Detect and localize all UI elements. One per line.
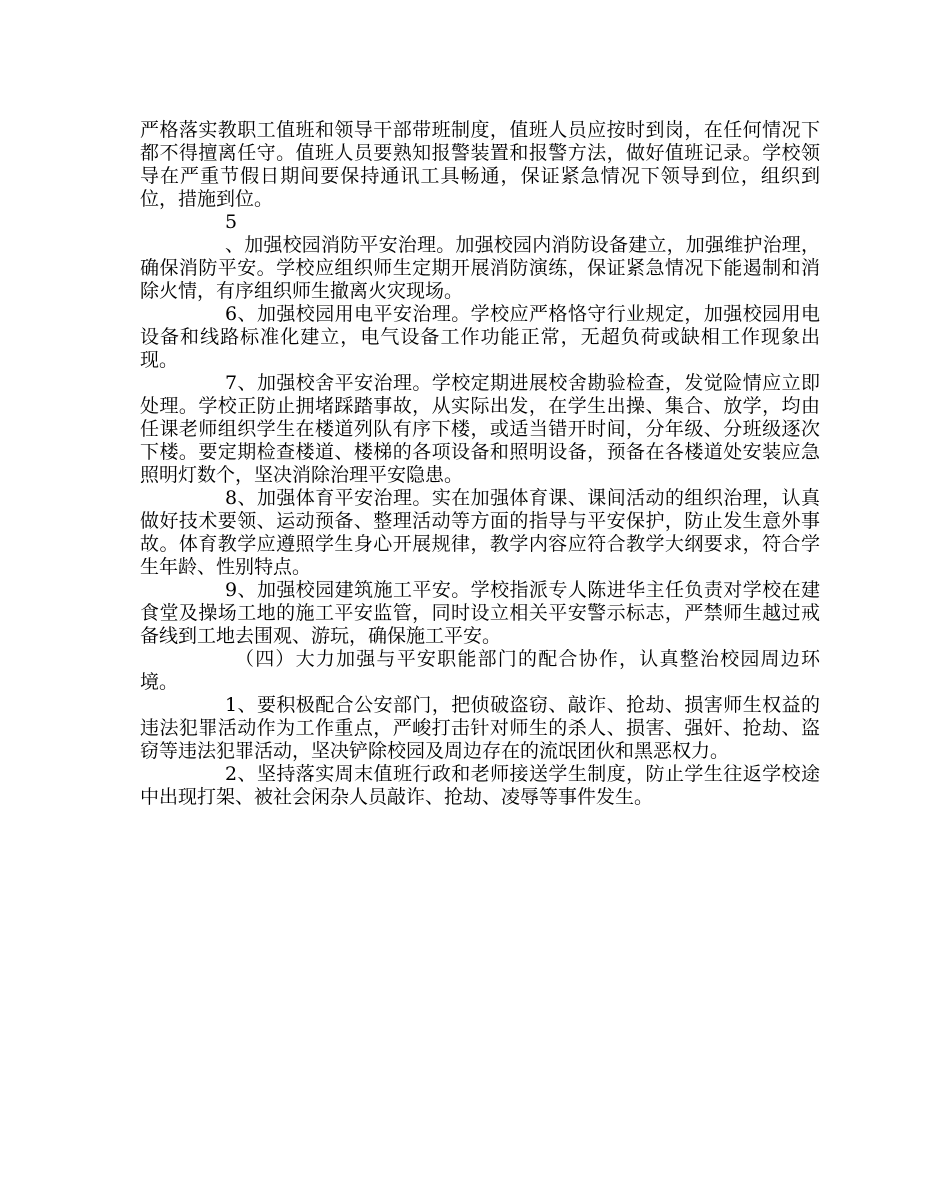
document-page — [140, 119, 820, 809]
paragraph-electric-safety: 6、加强校园用电平安治理。学校应严格恪守行业规定，加强校园用电设备和线路标准化建立，电气设备工作功能正常，无超负荷或缺相工作现象出现。 — [140, 303, 820, 371]
paragraph-police-cooperation: 1、要积极配合公安部门，把侦破盗窃、敲诈、抢劫、损害师生权益的违法犯罪活动作为工作重点，严峻打击针对师生的杀人、损害、强奸、抢劫、盗窃等违法犯罪活动，坚决铲除校园及周边存在的流氓团伙和黑恶权力。 — [140, 694, 820, 762]
paragraph-sports-safety: 8、加强体育平安治理。实在加强体育课、课间活动的组织治理，认真做好技术要领、运动预备、整理活动等方面的指导与平安保护，防止发生意外事故。体育教学应遵照学生身心开展规律，教学内容应符合教学大纲要求，符合学生年龄、性别特点。 — [140, 487, 820, 578]
paragraph-duty-system: 严格落实教职工值班和领导干部带班制度，值班人员应按时到岗，在任何情况下都不得擅离任守。值班人员要熟知报警装置和报警方法，做好值班记录。学校领导在严重节假日期间要保持通讯工具畅通，保证紧急情况下领导到位，组织到位，措施到位。 — [140, 119, 820, 210]
paragraph-number-5: 5 — [225, 211, 238, 233]
paragraph-construction-safety: 9、加强校园建筑施工平安。学校指派专人陈进华主任负责对学校在建食堂及操场工地的施工平安监管，同时设立相关平安警示标志，严禁师生越过戒备线到工地去围观、游玩，确保施工平安。 — [140, 579, 820, 647]
section-heading-four: （四）大力加强与平安职能部门的配合协作，认真整治校园周边环境。 — [140, 648, 820, 693]
paragraph-building-safety: 7、加强校舍平安治理。学校定期进展校舍勘验检查，发觉险情应立即处理。学校正防止拥堵踩踏事故，从实际出发，在学生出操、集合、放学，均由任课老师组织学生在楼道列队有序下楼，或适当错开时间，分年级、分班级逐次下楼。要定期检查楼道、楼梯的各项设备和照明设备，预备在各楼道处安装应急照明灯数个，坚决消除治理平安隐患。 — [140, 372, 820, 486]
paragraph-fire-safety: 、加强校园消防平安治理。加强校园内消防设备建立，加强维护治理，确保消防平安。学校应组织师生定期开展消防演练，保证紧急情况下能遏制和消除火情，有序组织师生撤离火灾现场。 — [140, 234, 820, 302]
paragraph-weekend-duty: 2、坚持落实周末值班行政和老师接送学生制度，防止学生往返学校途中出现打架、被社会闲杂人员敲诈、抢劫、凌辱等事件发生。 — [140, 763, 820, 808]
